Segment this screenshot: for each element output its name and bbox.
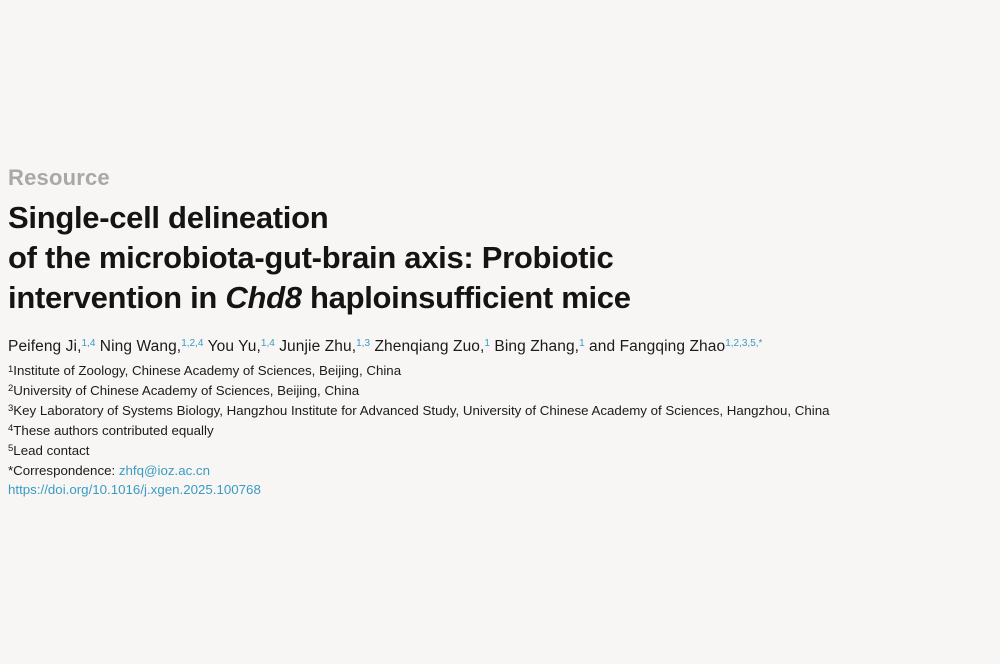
- author-name: Ning Wang,: [95, 338, 182, 355]
- affiliation-text: Institute of Zoology, Chinese Academy of Sciences, Beijing, China: [13, 363, 402, 378]
- author-affiliation-superscript: 1,2,4: [181, 338, 204, 349]
- author-affiliation-superscript: 1,2,3,5,*: [725, 338, 763, 349]
- correspondence-email-link[interactable]: zhfq@ioz.ac.cn: [118, 462, 210, 478]
- article-title: [8, 198, 992, 318]
- contribution-note: [8, 421, 992, 441]
- correspondence-label: *Correspondence:: [8, 462, 119, 478]
- doi-line: [8, 480, 992, 500]
- author-affiliation-superscript: 1,3: [356, 338, 371, 349]
- affiliation-line: [8, 361, 992, 381]
- author-affiliation-superscript: 1: [579, 338, 585, 349]
- title-line-3: [8, 280, 631, 315]
- note-superscript: 4: [8, 423, 14, 435]
- affiliations-block: [8, 361, 992, 500]
- article-type-label: Resource: [8, 165, 110, 190]
- author-name: and Fangqing Zhao: [584, 338, 726, 355]
- author-list: [8, 337, 992, 357]
- lead-contact-note: [8, 441, 992, 461]
- affiliation-superscript: 1: [8, 363, 14, 375]
- title-line-3-prefix: intervention in: [8, 280, 226, 315]
- affiliation-text: University of Chinese Academy of Sciences, Beijing, China: [13, 382, 360, 398]
- gene-name: Chd8: [225, 280, 302, 315]
- affiliation-line: [8, 381, 992, 401]
- title-line-2: of the microbiota-gut-brain axis: Probiotic: [8, 240, 614, 275]
- title-line-1: Single-cell delineation: [8, 200, 329, 235]
- author-name: You Yu,: [203, 338, 261, 355]
- correspondence-line: [8, 461, 992, 481]
- author-affiliation-superscript: 1: [484, 338, 490, 349]
- note-text: Lead contact: [13, 442, 90, 458]
- affiliation-text: Key Laboratory of Systems Biology, Hangzhou Institute for Advanced Study, University of Chinese Academy of Sciences, Hangzhou, China: [13, 402, 830, 418]
- affiliation-superscript: 2: [8, 383, 14, 395]
- author-name: Zhenqiang Zuo,: [370, 338, 485, 355]
- author-name: Peifeng Ji,: [8, 338, 82, 355]
- title-line-3-suffix: haploinsufficient mice: [301, 280, 631, 315]
- affiliation-superscript: 3: [8, 403, 14, 415]
- affiliation-line: [8, 401, 992, 421]
- author-affiliation-superscript: 1,4: [260, 338, 275, 349]
- author-name: Junjie Zhu,: [274, 338, 357, 355]
- author-name: Bing Zhang,: [489, 338, 580, 355]
- note-superscript: 5: [8, 443, 14, 455]
- author-affiliation-superscript: 1,4: [81, 338, 96, 349]
- doi-link[interactable]: https://doi.org/10.1016/j.xgen.2025.100768: [8, 482, 261, 498]
- note-text: These authors contributed equally: [13, 422, 214, 438]
